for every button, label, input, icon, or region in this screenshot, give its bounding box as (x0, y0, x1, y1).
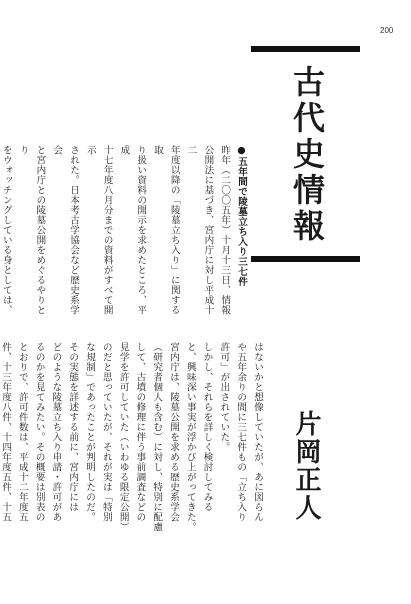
text-line: （研究者個人も含む）に対し、特別に配慮 (151, 342, 163, 532)
text-line: 許可」が出されていた。 (218, 342, 230, 452)
title-bar-top (251, 46, 360, 52)
text-line: 昨年（二〇〇五年）十月十三日、情報 (219, 145, 231, 315)
page-number: 200 (380, 26, 394, 35)
text-line: はないかと想像していたが、あに図らん (252, 342, 263, 522)
text-line: をウォッチングしている身としては、 (0, 145, 12, 315)
text-line: な規制」であったことが判明したのだ。 (84, 342, 96, 522)
text-line: と、興味深い事実が浮かび上がってきた。 (184, 342, 196, 532)
text-line: 件、十三年度八件、十四年度五件、十五 (0, 342, 12, 522)
text-line: と宮内庁との陵墓公開をめぐるやりとり (17, 145, 46, 315)
text-line: 年度以降の「陵墓立ち入り」に関する取 (152, 145, 180, 315)
text-line: 十七年度八月分までの資料がすべて開示 (84, 145, 113, 315)
author-name: 片岡正人 (291, 410, 321, 522)
section-title: 古代史情報 (288, 64, 326, 245)
title-bar-bottom (251, 256, 360, 262)
article-top-block (0, 145, 249, 323)
text-line: 公開法に基づき、宮内庁に対し平成十二 (185, 145, 214, 315)
article-bottom-block (0, 342, 265, 577)
text-line: された。日本考古学協会など歴史系学会 (51, 145, 80, 315)
text-line: り扱い資料の開示を求めたところ、平成 (118, 145, 147, 315)
text-line: とおりで、許可件数は、平成十二年度五 (16, 342, 28, 522)
text-line: 宮内庁は、陵墓公開を求める歴史系学会 (168, 342, 180, 522)
text-line: その実態を詳述する前に、宮内庁には (67, 342, 79, 512)
text-line: どのような陵墓立ち入り申請・許可があ (50, 342, 62, 522)
text-line: るのかを見てみたい。その概要は別表の (33, 342, 45, 522)
text-line: しかし、それらを詳しく検討してみる (201, 342, 213, 512)
text-line: や五年余りの間に三七件もの「立ち入り (235, 342, 247, 522)
text-line: して、古墳の修理に伴う事前調査などの (134, 342, 146, 522)
article-heading: ●五年間で陵墓立ち入り三七件 (236, 145, 247, 287)
text-line: のだと思っていたが、それが実は「特別 (100, 342, 112, 522)
text-line: 見学を許可していた（いわゆる限定公開） (117, 342, 129, 532)
